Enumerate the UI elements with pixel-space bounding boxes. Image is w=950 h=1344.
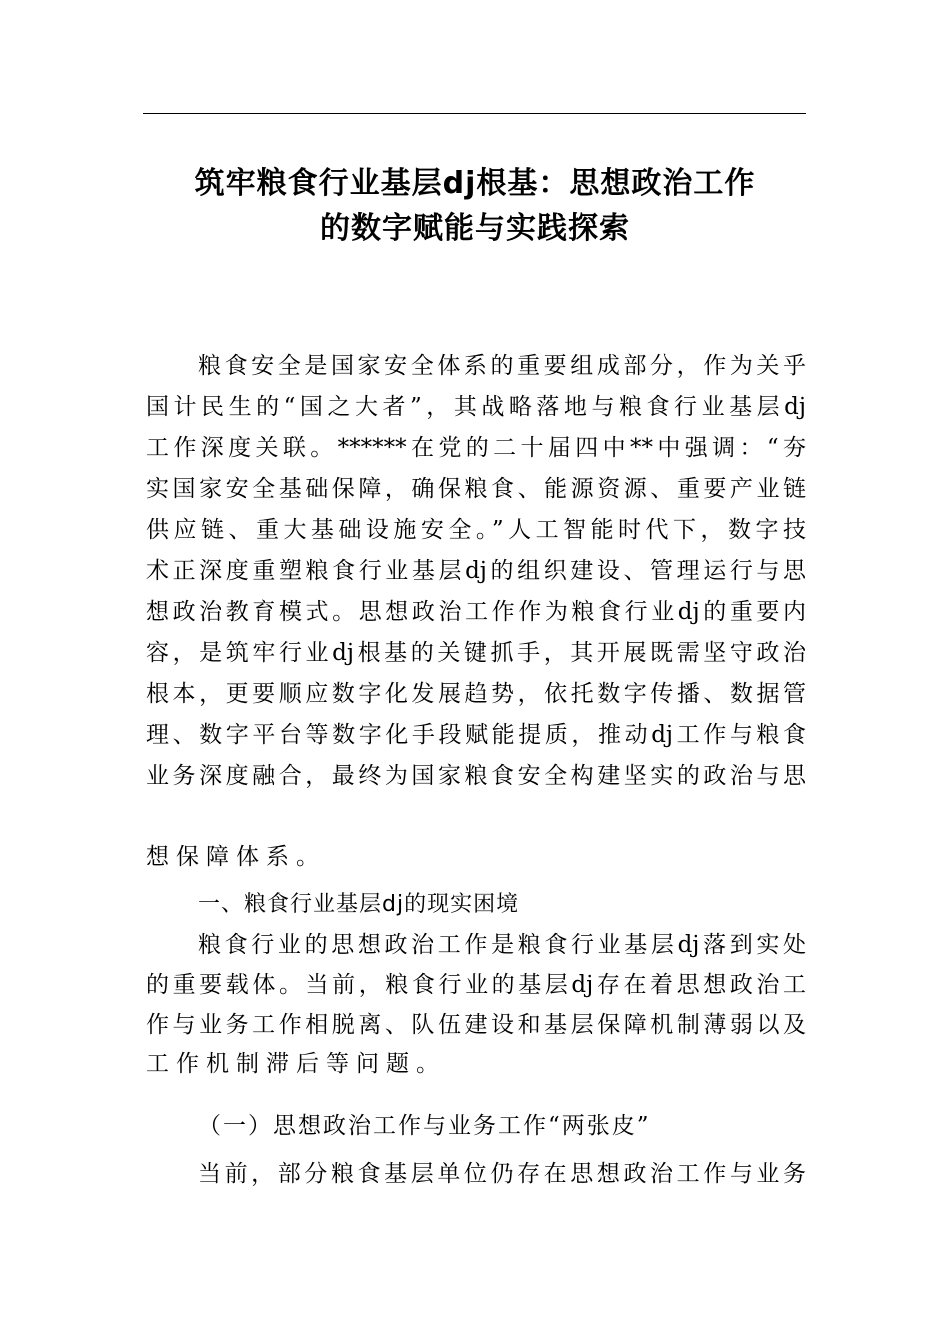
paragraph-line: 想保障体系。 <box>146 844 326 870</box>
paragraph-line: 粮食行业的思想政治工作是粮食行业基层dj落到实处 <box>198 932 806 958</box>
paragraph-line: 理、数字平台等数字化手段赋能提质，推动dj工作与粮食 <box>146 722 806 748</box>
paragraph-line: 业务深度融合，最终为国家粮食安全构建坚实的政治与思 <box>146 763 806 789</box>
paragraph-line: 术正深度重塑粮食行业基层dj的组织建设、管理运行与思 <box>146 558 806 584</box>
paragraph-line: 供应链、重大基础设施安全。”人工智能时代下，数字技 <box>146 517 806 543</box>
document-title-line-1: 筑牢粮食行业基层dj根基：思想政治工作 <box>194 166 756 201</box>
paragraph-line: 作与业务工作相脱离、队伍建设和基层保障机制薄弱以及 <box>146 1012 806 1038</box>
header-rule <box>143 113 806 114</box>
document-title-line-2: 的数字赋能与实践探索 <box>320 211 630 246</box>
paragraph-line: 工作深度关联。******在党的二十届四中**中强调：“夯 <box>146 435 806 461</box>
paragraph-line: 工作机制滞后等问题。 <box>146 1051 446 1077</box>
paragraph-line: 当前，部分粮食基层单位仍存在思想政治工作与业务 <box>198 1161 806 1187</box>
paragraph-line: 想政治教育模式。思想政治工作作为粮食行业dj的重要内 <box>146 599 806 625</box>
section-heading: 一、粮食行业基层dj的现实困境 <box>198 892 520 917</box>
subsection-heading: （一）思想政治工作与业务工作“两张皮” <box>198 1113 651 1139</box>
paragraph-line: 根本，更要顺应数字化发展趋势，依托数字传播、数据管 <box>146 681 806 707</box>
paragraph-line: 容，是筑牢行业dj根基的关键抓手，其开展既需坚守政治 <box>146 640 806 666</box>
paragraph-line: 的重要载体。当前，粮食行业的基层dj存在着思想政治工 <box>146 972 806 998</box>
paragraph-line: 粮食安全是国家安全体系的重要组成部分，作为关乎 <box>198 353 806 379</box>
paragraph-line: 实国家安全基础保障，确保粮食、能源资源、重要产业链 <box>146 476 806 502</box>
paragraph-line: 国计民生的“国之大者”，其战略落地与粮食行业基层dj <box>146 394 806 420</box>
